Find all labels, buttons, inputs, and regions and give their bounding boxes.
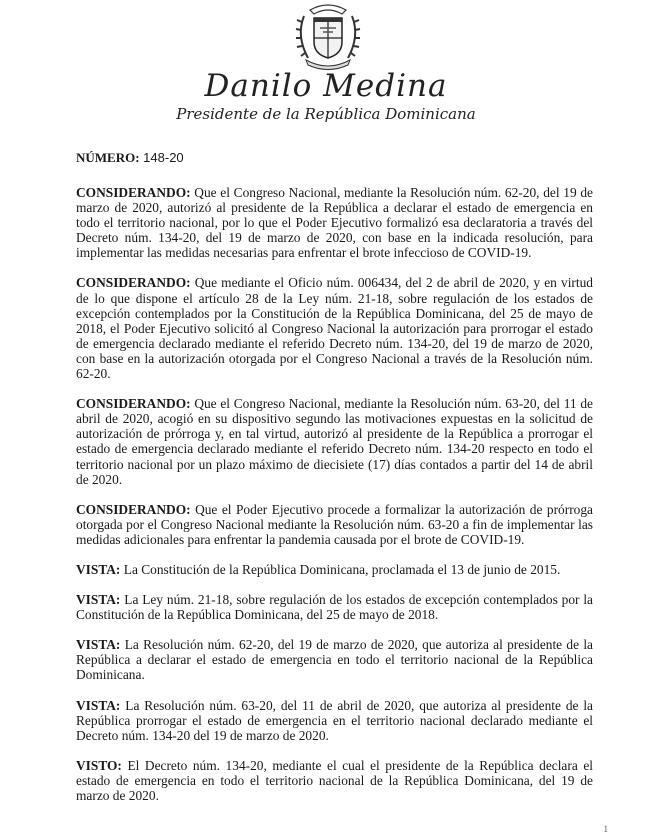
vista-paragraph	[76, 562, 593, 577]
coat-of-arms-icon	[290, 2, 366, 70]
paragraph-text: La Ley núm. 21-18, sobre regulación de los estados de excepción contemplados por la Constitución de la República Dominicana, del 25 de mayo de 2018.	[76, 592, 593, 623]
paragraph-label: CONSIDERANDO:	[76, 275, 191, 291]
paragraph-label: CONSIDERANDO:	[76, 185, 191, 200]
considerando-paragraph	[76, 185, 593, 260]
visto-paragraph	[76, 758, 593, 803]
paragraph-label: VISTA:	[76, 592, 121, 608]
vista-paragraph	[76, 637, 593, 682]
signature-title: Presidente de la República Dominicana	[176, 105, 476, 123]
vista-paragraph	[76, 698, 593, 743]
considerando-paragraph	[76, 502, 593, 547]
paragraph-label: VISTA:	[76, 637, 121, 653]
paragraph-text: Que el Congreso Nacional, mediante la Resolución núm. 63-20, del 11 de abril de 2020, acogió en su dispositivo segundo las motivaciones expuestas en la solicitud de autorización de prórroga y, en tal virtud, autorizó al presidente de la República a prorrogar el estado de emergencia declarado mediante el referido Decreto núm. 134-20 respecto en todo el territorio nacional por un plazo máximo de diecisiete (17) días contados a partir del 14 de abril de 2020.	[76, 396, 593, 487]
letterhead	[0, 0, 652, 135]
paragraph-text: Que el Congreso Nacional, mediante la Resolución núm. 62-20, del 19 de marzo de 2020, autorizó al presidente de la República a declarar el estado de emergencia en todo el territorio nacional, por lo que el Poder Ejecutivo formalizó esa declaratoria a través del Decreto núm. 134-20, del 19 de marzo de 2020, con base en la indicada resolución, para implementar las medidas necesarias para enfrentar el brote infeccioso de COVID-19.	[76, 185, 593, 261]
paragraph-label: CONSIDERANDO:	[76, 501, 191, 517]
paragraph-label: VISTA:	[76, 697, 121, 713]
paragraph-text: El Decreto núm. 134-20, mediante el cual el presidente de la República declara el estado de emergencia en todo el territorio nacional de la República Dominicana, del 19 de marzo de 2020.	[76, 757, 593, 803]
paragraph-text: La Resolución núm. 63-20, del 11 de abril de 2020, que autoriza al presidente de la República prorrogar el estado de emergencia en el territorio nacional declarado mediante el Decreto núm. 134-20 del 19 de marzo de 2020.	[76, 697, 593, 743]
vista-paragraph	[76, 592, 593, 622]
decree-number	[76, 150, 184, 166]
paragraph-text: La Constitución de la República Dominicana, proclamada el 13 de junio de 2015.	[123, 561, 561, 577]
paragraph-label: CONSIDERANDO:	[76, 396, 191, 412]
paragraph-text: La Resolución núm. 62-20, del 19 de marzo de 2020, que autoriza al presidente de la República a declarar el estado de emergencia en todo el territorio nacional de la República Dominicana.	[76, 637, 593, 683]
paragraph-label: VISTA:	[76, 561, 121, 577]
decree-number-label: NÚMERO:	[76, 150, 140, 165]
paragraph-text: Que el Poder Ejecutivo procede a formalizar la autorización de prórroga otorgada por el Congreso Nacional mediante la Resolución núm. 63-20 a fin de implementar las medidas adicionales para enfrentar la pandemia causada por el brote de COVID-19.	[76, 501, 593, 547]
paragraph-label: VISTO:	[76, 757, 122, 773]
decree-number-value: 148-20	[143, 150, 184, 165]
paragraph-text: Que mediante el Oficio núm. 006434, del 2 de abril de 2020, y en virtud de lo que dispone el artículo 28 de la Ley núm. 21-18, sobre regulación de los estados de excepción contemplados por la Constitución de la República Dominicana, del 25 de mayo de 2018, el Poder Ejecutivo solicitó al Congreso Nacional la autorización para prorrogar el estado de emergencia declarado mediante el referido Decreto núm. 134-20, del 19 de marzo de 2020, con base en la autorización otorgada por el Congreso Nacional a través de la Resolución núm. 62-20.	[76, 275, 593, 382]
page-number: 1	[603, 824, 608, 834]
considerando-paragraph	[76, 275, 593, 381]
signature-name: Danilo Medina	[204, 68, 448, 104]
document-body	[76, 185, 593, 818]
considerando-paragraph	[76, 396, 593, 487]
